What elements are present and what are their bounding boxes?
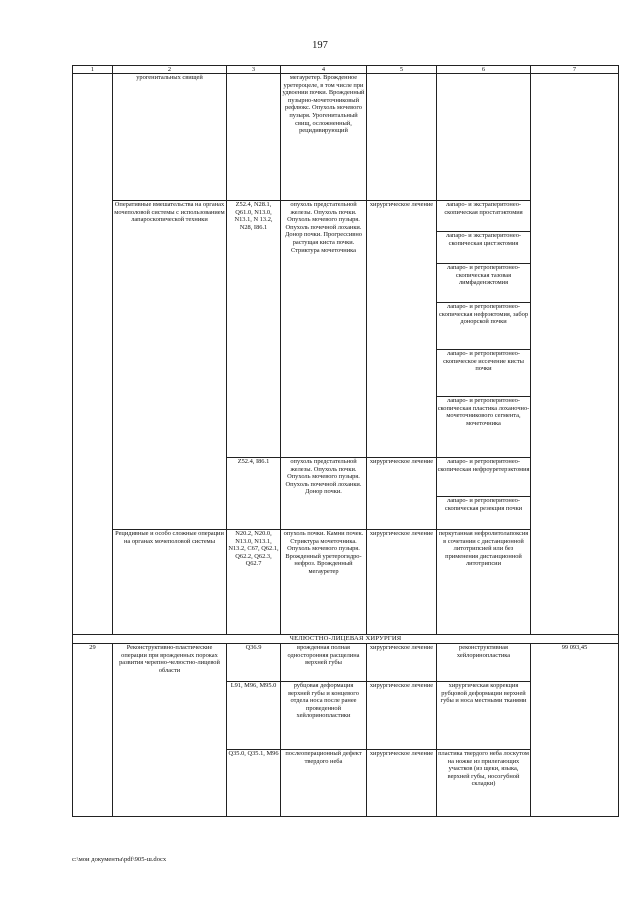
- cell-method: реконструктивная хейлоринопластика: [437, 644, 531, 682]
- cell-treatment-type: хирургическое лечение: [367, 201, 437, 458]
- cell-diagnosis: послеоперационный дефект твердого неба: [281, 750, 367, 817]
- cell-row-number: 29: [73, 644, 113, 817]
- table-row-29: [73, 644, 619, 682]
- cell-treatment-type: хирургическое лечение: [367, 644, 437, 682]
- header-col-5: 5: [367, 66, 437, 74]
- cell-icd-codes: [227, 74, 281, 201]
- method-item: лапаро- и ретроперитонео-скопическая нефрэктомия, забор донорской почки: [437, 302, 530, 349]
- cell-diagnosis: рубцовая деформация верхней губы и концевого отдела носа после ранее проведенной хейлоринопластики: [281, 682, 367, 750]
- cell-procedure-group: Реконструктивно-пластические операции при врожденных пороках развития черепно-челюстно-лицевой области: [113, 644, 227, 817]
- cell-method: [437, 74, 531, 201]
- cell-treatment-type: хирургическое лечение: [367, 530, 437, 635]
- cell-treatment-type: хирургическое лечение: [367, 458, 437, 530]
- method-item: лапаро- и ретроперитонео-скопическая тазовая лимфаденэктомия: [437, 263, 530, 302]
- cell-diagnosis: опухоль предстательной железы. Опухоль почки. Опухоль мочевого пузыря. Опухоль почечной лоханки. Донор почки.: [281, 458, 367, 530]
- method-item: лапаро- и ретроперитонео-скопическая пластика лоханочно-мочеточникового сегмента, мочеточника: [437, 396, 530, 457]
- cell-diagnosis: мегауретер. Врожденное уретероцеле, в том числе при удвоении почки. Врожденный пузырно-мочеточниковый рефлюкс. Опухоль мочевого пузыря. Урогенитальный свищ, осложненный, рецидивирующий: [281, 74, 367, 201]
- cell-treatment-type: хирургическое лечение: [367, 750, 437, 817]
- cell-icd-codes: Q36.9: [227, 644, 281, 682]
- cell-cost-empty: [531, 74, 619, 635]
- header-col-2: 2: [113, 66, 227, 74]
- cell-diagnosis: опухоль почки. Камни почек. Стриктура мочеточника. Опухоль мочевого пузыря. Врожденный уретерогидро-нефроз. Врожденный мегауретер: [281, 530, 367, 635]
- cell-method: пластика твердого неба лоскутом на ножке из прилегающих участков (из щеки, языка, верхней губы, носогубной складки): [437, 750, 531, 817]
- method-item: лапаро- и экстраперитонео-скопическая простатэктомия: [444, 201, 523, 216]
- cell-icd-codes: Z52.4, N28.1, Q61.0, N13.0, N13.1, N 13.2, N28, I86.1: [227, 201, 281, 458]
- cell-method: хирургическая коррекция рубцовой деформации верхней губы и носа местными тканями: [437, 682, 531, 750]
- cell-procedure-group: урогенитальных свищей: [113, 74, 227, 201]
- cell-procedure-group: Рецидивные и особо сложные операции на органах мочеполовой системы: [113, 530, 227, 635]
- table-row-continuation: [73, 74, 619, 201]
- header-col-6: 6: [437, 66, 531, 74]
- cell-row-number-empty: [73, 74, 113, 635]
- cell-method-list: [437, 201, 531, 458]
- header-row: [73, 66, 619, 74]
- cell-icd-codes: Q35.0, Q35.1, M96: [227, 750, 281, 817]
- section-title: ЧЕЛЮСТНО-ЛИЦЕВАЯ ХИРУРГИЯ: [73, 635, 619, 644]
- cell-procedure-group: Оперативные вмешательства на органах мочеполовой системы с использованием лапароскопической техники: [113, 201, 227, 530]
- method-item: лапаро- и экстраперитонео-скопическая цистэктомия: [437, 231, 530, 263]
- cell-icd-codes: N20.2, N20.0, N13.0, N13.1, N13.2, C67, Q62.1, Q62.2, Q62.3, Q62.7: [227, 530, 281, 635]
- section-title-row: [73, 635, 619, 644]
- cell-treatment-type: [367, 74, 437, 201]
- header-col-1: 1: [73, 66, 113, 74]
- cell-diagnosis: опухоль предстательной железы. Опухоль почки. Опухоль мочевого пузыря. Опухоль почечной лоханки. Донор почки. Прогрессивно растущая киста почки. Стриктура мочеточника: [281, 201, 367, 458]
- header-col-3: 3: [227, 66, 281, 74]
- cell-icd-codes: L91, M96, M95.0: [227, 682, 281, 750]
- cell-cost: 99 093,45: [531, 644, 619, 817]
- cell-icd-codes: Z52.4, I86.1: [227, 458, 281, 530]
- medical-procedures-table: [72, 65, 619, 817]
- header-col-4: 4: [281, 66, 367, 74]
- header-col-7: 7: [531, 66, 619, 74]
- cell-method-list: [437, 458, 531, 530]
- cell-treatment-type: хирургическое лечение: [367, 682, 437, 750]
- method-item: лапаро- и ретроперитонео-скопическое иссечение кисты почки: [437, 349, 530, 396]
- cell-diagnosis: врожденная полная односторонняя расщелина верхней губы: [281, 644, 367, 682]
- cell-method: перкутанная нефролитолапоксия в сочетании с дистанционной литотрипсией или без применения дистанционной литотрипсии: [437, 530, 531, 635]
- method-item: лапаро- и ретроперитонео-скопическая нефроуретерэктомия: [437, 458, 530, 473]
- method-item: лапаро- и ретроперитонео-скопическая резекция почки: [437, 496, 530, 529]
- page-number: 197: [312, 40, 328, 51]
- footer-file-path: c:\мои документы\pdf\905-ш.docx: [72, 856, 167, 863]
